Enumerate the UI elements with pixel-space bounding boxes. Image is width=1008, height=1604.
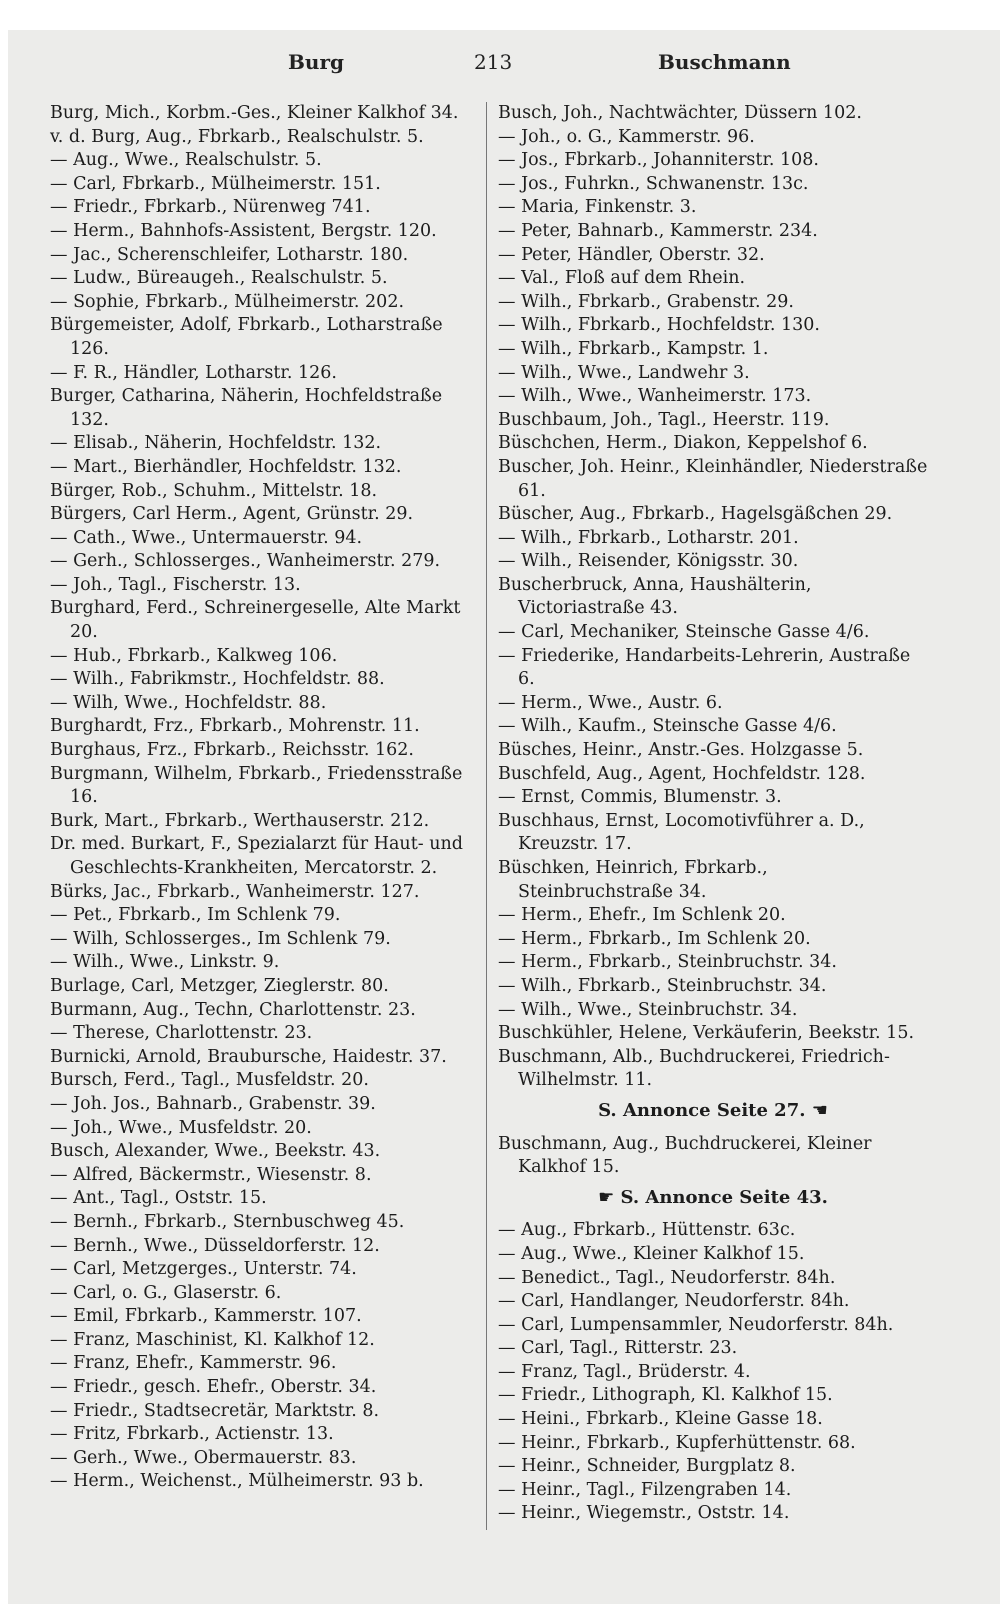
- directory-entry: — Heini., Fbrkarb., Kleine Gasse 18.: [498, 1409, 823, 1430]
- directory-entry: — Wilh., Fbrkarb., Hochfeldstr. 130.: [498, 315, 820, 336]
- directory-entry: — Bernh., Wwe., Düsseldorferstr. 12.: [50, 1235, 380, 1256]
- directory-entry: — Therese, Charlottenstr. 23.: [50, 1023, 313, 1044]
- annonce-notice-43: [498, 1186, 928, 1210]
- directory-entry: — Wilh., Reisender, Königsstr. 30.: [498, 551, 799, 572]
- annonce-notice-27: [498, 1099, 928, 1123]
- left-column: [50, 102, 475, 1494]
- directory-entry: — Cath., Wwe., Untermauerstr. 94.: [50, 527, 363, 548]
- directory-entry: Dr. med. Burkart, F., Spezialarzt für Haut- und Geschlechts-Krankheiten, Mercatorstr. 2.: [50, 834, 463, 878]
- directory-entry: — Carl, Handlanger, Neudorferstr. 84h.: [498, 1291, 850, 1312]
- directory-entry: Buscherbruck, Anna, Haushälterin, Victoriastraße 43.: [498, 574, 812, 619]
- directory-entry: Burnicki, Arnold, Braubursche, Haidestr. 37.: [50, 1046, 447, 1067]
- directory-entry: — Aug., Fbrkarb., Hüttenstr. 63c.: [498, 1220, 796, 1241]
- directory-entry: — Benedict., Tagl., Neudorferstr. 84h.: [498, 1267, 836, 1288]
- directory-entry: — Herm., Fbrkarb., Im Schlenk 20.: [498, 928, 811, 949]
- directory-entry: — Val., Floß auf dem Rhein.: [498, 268, 746, 289]
- directory-entry: — Heinr., Fbrkarb., Kupferhüttenstr. 68.: [498, 1432, 856, 1453]
- directory-entry: — Wilh., Fbrkarb., Lotharstr. 201.: [498, 527, 799, 548]
- directory-entry: — Wilh, Schlosserges., Im Schlenk 79.: [50, 928, 391, 949]
- directory-entry: — Wilh., Wwe., Linkstr. 9.: [50, 952, 280, 973]
- directory-entry: Bursch, Ferd., Tagl., Musfeldstr. 20.: [50, 1070, 369, 1091]
- directory-entry: Bürgemeister, Adolf, Fbrkarb., Lotharstraße 126.: [50, 315, 443, 359]
- directory-entry: — Carl, Mechaniker, Steinsche Gasse 4/6.: [498, 622, 870, 643]
- directory-entry: — Jac., Scherenschleifer, Lotharstr. 180.: [50, 244, 409, 265]
- directory-entry: — Carl, Fbrkarb., Mülheimerstr. 151.: [50, 173, 381, 194]
- directory-entry: — Wilh., Fabrikmstr., Hochfeldstr. 88.: [50, 669, 385, 690]
- header-right-keyword: Buschmann: [658, 50, 791, 74]
- page-number: 213: [474, 50, 513, 74]
- page-header: [8, 50, 1000, 86]
- directory-entry: Bürgers, Carl Herm., Agent, Grünstr. 29.: [50, 504, 414, 525]
- directory-entry: Buschhaus, Ernst, Locomotivführer a. D., Kreuzstr. 17.: [498, 810, 865, 855]
- directory-entry: v. d. Burg, Aug., Fbrkarb., Realschulstr. 5.: [50, 126, 424, 147]
- right-column: [498, 102, 928, 1526]
- directory-entry: — Alfred, Bäckermstr., Wiesenstr. 8.: [50, 1164, 372, 1185]
- directory-entry: — Jos., Fbrkarb., Johanniterstr. 108.: [498, 150, 819, 171]
- directory-entry: — Gerh., Wwe., Obermauerstr. 83.: [50, 1447, 357, 1468]
- directory-entry: — Friedr., Fbrkarb., Nürenweg 741.: [50, 197, 371, 218]
- directory-entry: — Maria, Finkenstr. 3.: [498, 197, 697, 218]
- directory-entry: Büschken, Heinrich, Fbrkarb., Steinbruchstraße 34.: [498, 858, 768, 902]
- directory-entry: Busch, Joh., Nachtwächter, Düssern 102.: [498, 103, 862, 123]
- directory-entry: — Peter, Bahnarb., Kammerstr. 234.: [498, 220, 818, 241]
- pointing-hand-icon: ☛: [598, 1186, 615, 1208]
- directory-entry: Burger, Catharina, Näherin, Hochfeldstraße 132.: [50, 386, 443, 430]
- directory-entry: — Wilh., Fbrkarb., Kampstr. 1.: [498, 338, 769, 359]
- directory-entry: — Joh. Jos., Bahnarb., Grabenstr. 39.: [50, 1093, 376, 1114]
- directory-entry: — Friederike, Handarbeits-Lehrerin, Austraße 6.: [498, 645, 911, 690]
- directory-entry: Buschmann, Alb., Buchdruckerei, Friedrich-Wilhelmstr. 11.: [498, 1046, 890, 1091]
- directory-entry: — Carl, o. G., Glaserstr. 6.: [50, 1282, 282, 1303]
- directory-entry: — Franz, Tagl., Brüderstr. 4.: [498, 1361, 751, 1382]
- directory-entry: — Sophie, Fbrkarb., Mülheimerstr. 202.: [50, 291, 405, 312]
- directory-entry: Burghardt, Frz., Fbrkarb., Mohrenstr. 11.: [50, 716, 420, 737]
- directory-entry: — Herm., Fbrkarb., Steinbruchstr. 34.: [498, 952, 837, 973]
- directory-entry: — Bernh., Fbrkarb., Sternbuschweg 45.: [50, 1211, 405, 1232]
- directory-entry: — Joh., Tagl., Fischerstr. 13.: [50, 574, 301, 595]
- directory-entry: — Ernst, Commis, Blumenstr. 3.: [498, 787, 782, 808]
- directory-entry: Busch, Alexander, Wwe., Beekstr. 43.: [50, 1141, 381, 1162]
- directory-entry: Buschmann, Aug., Buchdruckerei, Kleiner Kalkhof 15.: [498, 1133, 872, 1178]
- directory-entry: — Ludw., Büreaugeh., Realschulstr. 5.: [50, 268, 388, 289]
- directory-entry: Burk, Mart., Fbrkarb., Werthauserstr. 212.: [50, 810, 430, 831]
- directory-entry: — Mart., Bierhändler, Hochfeldstr. 132.: [50, 456, 402, 477]
- directory-entry: — Elisab., Näherin, Hochfeldstr. 132.: [50, 433, 382, 454]
- directory-entry: — Carl, Metzgerges., Unterstr. 74.: [50, 1259, 357, 1280]
- right-column-bottom-entries: [498, 1219, 928, 1526]
- directory-entry: Burg, Mich., Korbm.-Ges., Kleiner Kalkhof 34.: [50, 103, 459, 123]
- directory-entry: — Herm., Wwe., Austr. 6.: [498, 692, 723, 713]
- directory-entry: — Ant., Tagl., Oststr. 15.: [50, 1188, 267, 1209]
- directory-entry: — Aug., Wwe., Realschulstr. 5.: [50, 150, 322, 171]
- directory-entry: — Fritz, Fbrkarb., Actienstr. 13.: [50, 1424, 334, 1445]
- directory-entry: Burmann, Aug., Techn, Charlottenstr. 23.: [50, 999, 416, 1020]
- directory-entry: — Franz, Maschinist, Kl. Kalkhof 12.: [50, 1329, 375, 1350]
- directory-entry: Bürger, Rob., Schuhm., Mittelstr. 18.: [50, 480, 378, 501]
- directory-entry: Büscher, Aug., Fbrkarb., Hagelsgäßchen 29.: [498, 504, 893, 525]
- directory-entry: — Joh., Wwe., Musfeldstr. 20.: [50, 1117, 312, 1138]
- directory-entry: — Wilh., Wwe., Steinbruchstr. 34.: [498, 999, 798, 1020]
- directory-entry: Büsches, Heinr., Anstr.-Ges. Holzgasse 5.: [498, 740, 864, 761]
- directory-entry: Bürks, Jac., Fbrkarb., Wanheimerstr. 127.: [50, 881, 420, 902]
- directory-entry: Buschkühler, Helene, Verkäuferin, Beekstr. 15.: [498, 1023, 915, 1044]
- directory-entry: — Friedr., Stadtsecretär, Marktstr. 8.: [50, 1400, 380, 1421]
- directory-entry: — Wilh., Wwe., Landwehr 3.: [498, 362, 750, 383]
- header-left-keyword: Burg: [288, 50, 344, 74]
- directory-entry: Buschfeld, Aug., Agent, Hochfeldstr. 128.: [498, 763, 866, 784]
- directory-entry: — Emil, Fbrkarb., Kammerstr. 107.: [50, 1306, 362, 1327]
- directory-entry: — Carl, Lumpensammler, Neudorferstr. 84h.: [498, 1314, 894, 1335]
- directory-entry: — Herm., Ehefr., Im Schlenk 20.: [498, 905, 786, 926]
- directory-entry: — Pet., Fbrkarb., Im Schlenk 79.: [50, 905, 341, 926]
- directory-entry: — Heinr., Tagl., Filzengraben 14.: [498, 1479, 792, 1500]
- directory-entry: — Herm., Weichenst., Mülheimerstr. 93 b.: [50, 1471, 424, 1492]
- directory-entry: — Heinr., Schneider, Burgplatz 8.: [498, 1456, 796, 1477]
- directory-entry: — Franz, Ehefr., Kammerstr. 96.: [50, 1353, 337, 1374]
- directory-entry: — Wilh., Wwe., Wanheimerstr. 173.: [498, 386, 812, 407]
- directory-entry: — Aug., Wwe., Kleiner Kalkhof 15.: [498, 1243, 805, 1264]
- right-column-mid-entries: [498, 1133, 928, 1180]
- directory-entry: — Gerh., Schlosserges., Wanheimerstr. 279.: [50, 551, 441, 572]
- notice-text: S. Annonce Seite 43.: [620, 1186, 828, 1208]
- directory-entry: — F. R., Händler, Lotharstr. 126.: [50, 362, 337, 383]
- directory-entry: — Wilh., Fbrkarb., Steinbruchstr. 34.: [498, 975, 827, 996]
- directory-entry: — Wilh., Fbrkarb., Grabenstr. 29.: [498, 291, 794, 312]
- right-column-top-entries: [498, 102, 928, 1093]
- pointing-hand-icon: ☚: [811, 1099, 828, 1121]
- directory-entry: — Peter, Händler, Oberstr. 32.: [498, 244, 765, 265]
- directory-entry: — Friedr., gesch. Ehefr., Oberstr. 34.: [50, 1377, 377, 1398]
- directory-entry: — Friedr., Lithograph, Kl. Kalkhof 15.: [498, 1385, 833, 1406]
- directory-entry: — Jos., Fuhrkn., Schwanenstr. 13c.: [498, 173, 809, 194]
- directory-entry: — Herm., Bahnhofs-Assistent, Bergstr. 120.: [50, 220, 437, 241]
- directory-entry: Burgmann, Wilhelm, Fbrkarb., Friedensstraße 16.: [50, 763, 463, 808]
- directory-entry: Büschchen, Herm., Diakon, Keppelshof 6.: [498, 433, 868, 454]
- directory-entry: — Hub., Fbrkarb., Kalkweg 106.: [50, 645, 338, 666]
- directory-entry: — Heinr., Wiegemstr., Oststr. 14.: [498, 1503, 790, 1524]
- notice-text: S. Annonce Seite 27.: [598, 1099, 806, 1121]
- directory-entry: Burghaus, Frz., Fbrkarb., Reichsstr. 162.: [50, 740, 414, 761]
- directory-page: [8, 30, 1000, 1604]
- directory-entry: Burghard, Ferd., Schreinergeselle, Alte Markt 20.: [50, 598, 461, 643]
- directory-entry: — Wilh, Wwe., Hochfeldstr. 88.: [50, 692, 327, 713]
- column-divider: [486, 102, 487, 1530]
- directory-entry: Burlage, Carl, Metzger, Zieglerstr. 80.: [50, 975, 389, 996]
- directory-entry: — Joh., o. G., Kammerstr. 96.: [498, 126, 755, 147]
- directory-entry: — Wilh., Kaufm., Steinsche Gasse 4/6.: [498, 716, 837, 737]
- directory-entry: Buschbaum, Joh., Tagl., Heerstr. 119.: [498, 409, 830, 430]
- directory-entry: Buscher, Joh. Heinr., Kleinhändler, Niederstraße 61.: [498, 456, 928, 501]
- directory-entry: — Carl, Tagl., Ritterstr. 23.: [498, 1338, 738, 1359]
